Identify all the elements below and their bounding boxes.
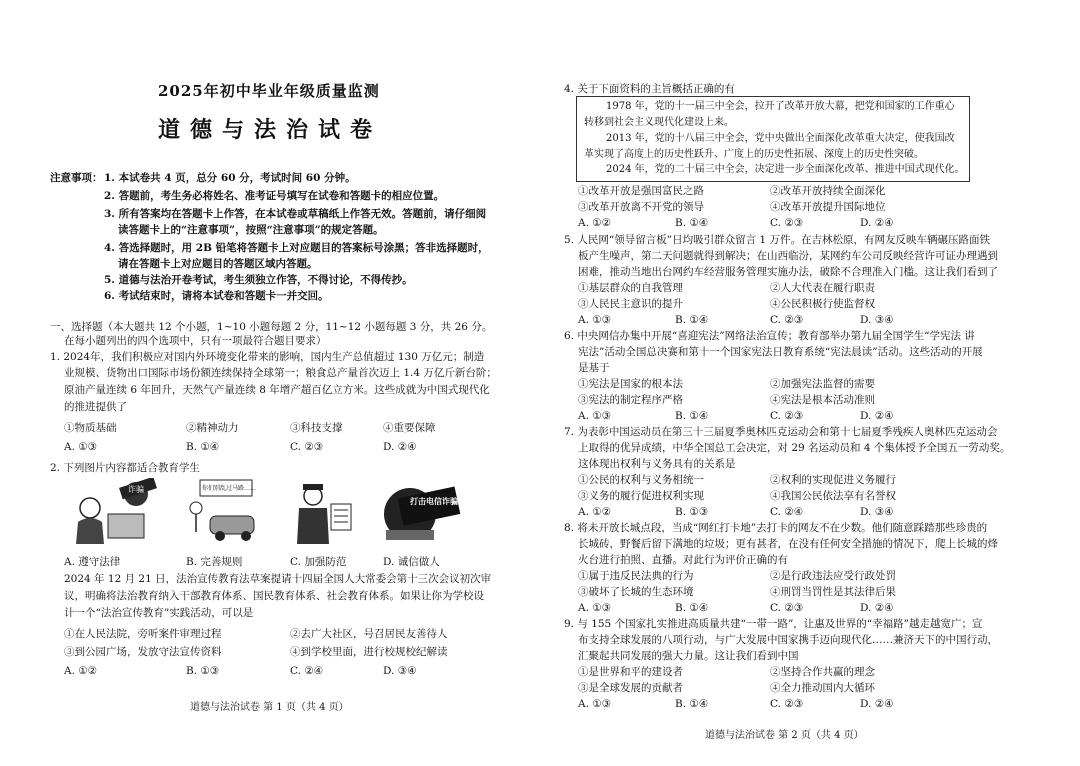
q2-caption: A. 遵守法律 bbox=[64, 556, 121, 568]
q8-line: 8. 将未开放长城点段，当成“网红打卡地”去打卡的网友不在少数。他们随意踩踏那些珍贵的 bbox=[564, 522, 988, 534]
q5-line: 5. 人民网“领导留言板”日均吸引群众留言 1 万件。在吉林松原，有网友反映车辆碾压路面铁 bbox=[564, 234, 990, 246]
page-2 bbox=[540, 0, 1080, 766]
q6-item: ④宪法是根本活动准则 bbox=[770, 394, 875, 406]
q9-item: ②坚持合作共赢的理念 bbox=[770, 666, 875, 678]
q1-item: ③科技支撑 bbox=[290, 422, 343, 434]
q9-answer: B. ①④ bbox=[675, 698, 709, 710]
q9-line: 汇聚起共同发展的强大力量。这让我们看到中国 bbox=[578, 650, 799, 662]
q7-answer: D. ③④ bbox=[860, 506, 894, 518]
q1-answer: D. ②④ bbox=[383, 441, 417, 453]
q8-answer: C. ②③ bbox=[770, 602, 804, 614]
q2-caption: D. 诚信做人 bbox=[383, 556, 440, 568]
q8-item: ②是行政违法应受行政处罚 bbox=[770, 570, 896, 582]
q9-item: ①是世界和平的建设者 bbox=[578, 666, 683, 678]
q8-item: ③破坏了长城的生态环境 bbox=[578, 586, 694, 598]
q4-stem: 4. 关于下面资料的主旨概括正确的有 bbox=[564, 83, 735, 95]
q5-answer: C. ②③ bbox=[770, 314, 804, 326]
notice-4-cont: 请在答题卡上对应题目的答题区域内答题。 bbox=[118, 258, 318, 270]
q8-item: ①属于违反民法典的行为 bbox=[578, 570, 694, 582]
q1-line: 原油产量连续 6 年回升，天然气产量连续 8 年增产超百亿立方米。这些成就为中国式现代化 bbox=[64, 384, 490, 396]
q7-item: ①公民的权利与义务相统一 bbox=[578, 474, 704, 486]
q2-caption: C. 加强防范 bbox=[290, 556, 347, 568]
q1-item: ①物质基础 bbox=[64, 422, 117, 434]
q8-answer: D. ②④ bbox=[860, 602, 894, 614]
q3-line: 计一个“法治宣传教育”实践活动，可以是 bbox=[64, 607, 254, 619]
q8-item: ④刑罚当罚性是其法律后果 bbox=[770, 586, 896, 598]
notice-5: 5. 道德与法治开卷考试，考生须独立作答，不得讨论，不得传抄。 bbox=[104, 274, 413, 286]
q2-caption: B. 完善规则 bbox=[186, 556, 243, 568]
q3-line: 2024 年 12 月 21 日，法治宣传教育法草案提请十四届全国人大常委会第十三次会议初次审 bbox=[64, 573, 492, 585]
q3-answer: B. ①③ bbox=[186, 665, 220, 677]
q3-item: ③到公园广场，发放守法宣传资料 bbox=[64, 646, 222, 658]
q4-answer: A. ①② bbox=[578, 217, 612, 229]
q6-answer: A. ①③ bbox=[578, 410, 612, 422]
notice-3: 3. 所有答案均在答题卡上作答，在本试卷或草稿纸上作答无效。答题前，请仔细阅 bbox=[104, 208, 487, 220]
q3-item: ①在人民法院，旁听案件审理过程 bbox=[64, 628, 222, 640]
cartoon-label-anti-fraud: 打击电信诈骗 bbox=[410, 497, 458, 506]
q6-answer: D. ②④ bbox=[860, 410, 894, 422]
q6-item: ②加强宪法监督的需要 bbox=[770, 378, 875, 390]
q1-item: ④重要保障 bbox=[383, 422, 436, 434]
q4-material-line: 2024 年，党的二十届三中全会，决定进一步全面深化改革、推进中国式现代化。 bbox=[606, 164, 965, 175]
q1-item: ②精神动力 bbox=[186, 422, 239, 434]
q4-item: ①改革开放是强国富民之路 bbox=[578, 185, 704, 197]
q4-material-line: 革实现了高度上的历史性跃升、广度上的历史性拓展、深度上的历史性突破。 bbox=[584, 149, 924, 160]
q7-line: 这体现出权利与义务具有的关系是 bbox=[578, 458, 736, 470]
q6-item: ③宪法的制定程序严格 bbox=[578, 394, 683, 406]
cartoon-label-crossing: 你们别乱过马路…… bbox=[202, 485, 257, 492]
q3-answer: A. ①② bbox=[64, 665, 98, 677]
q5-item: ④公民积极行使监督权 bbox=[770, 298, 875, 310]
q5-item: ②人大代表在履行职责 bbox=[770, 282, 875, 294]
q1-answer: B. ①④ bbox=[186, 441, 220, 453]
q4-material-line: 2013 年，党的十八届三中全会，党中央做出全面深化改革重大决定，使我国改 bbox=[606, 133, 955, 144]
q6-answer: B. ①④ bbox=[675, 410, 709, 422]
q4-item: ④改革开放提升国际地位 bbox=[770, 201, 886, 213]
q7-line: 7. 为表彰中国运动员在第三十三届夏季奥林匹克运动会和第十七届夏季残疾人奥林匹克运动会 bbox=[564, 426, 998, 438]
q7-answer: A. ①② bbox=[578, 506, 612, 518]
page-1-footer: 道德与法治试卷 第 1 页（共 4 页） bbox=[190, 702, 349, 713]
q6-line: 6. 中央网信办集中开展“喜迎宪法”网络法治宣传；教育部举办第九届全国学生“学宪法 讲 bbox=[564, 330, 975, 342]
q5-line: 困难，推动当地出台网约车经营服务管理实施办法，破除不合理准入门槛。这让我们看到了 bbox=[578, 266, 998, 278]
cartoon-rules-image bbox=[180, 478, 266, 546]
q8-answer: A. ①③ bbox=[578, 602, 612, 614]
q9-item: ③是全球发展的贡献者 bbox=[578, 682, 683, 694]
q6-line: 宪法”活动全国总决赛和第十一个国家宪法日教育系统“宪法晨读”活动。这些活动的开展 bbox=[578, 346, 983, 358]
q9-line: 布支持全球发展的八项行动，与广大发展中国家携手迈向现代化……兼济天下的中国行动， bbox=[578, 634, 998, 646]
q5-item: ③人民民主意识的提升 bbox=[578, 298, 683, 310]
notice-3-cont: 读答题卡上的“注意事项”，按照“注意事项”的规定答题。 bbox=[118, 224, 384, 236]
q4-answer: C. ②③ bbox=[770, 217, 804, 229]
q4-item: ③改革开放离不开党的领导 bbox=[578, 201, 704, 213]
q5-answer: B. ①④ bbox=[675, 314, 709, 326]
q8-line: 火台进行拍照、直播。对此行为评价正确的有 bbox=[578, 554, 788, 566]
q5-item: ①基层群众的自我管理 bbox=[578, 282, 683, 294]
q8-answer: B. ①④ bbox=[675, 602, 709, 614]
q6-line: 是基于 bbox=[578, 362, 610, 374]
q3-answer: C. ②④ bbox=[290, 665, 324, 677]
q7-line: 上取得的优异成绩，中华全国总工会决定，对 29 名运动员和 4 个集体授予全国五一劳动奖。 bbox=[578, 442, 1011, 454]
q1-line: 业规模、货物出口国际市场份额连续保持全球第一；粮食总产量首次迈上 1.4 万亿斤新台阶； bbox=[64, 367, 497, 379]
q7-item: ④我国公民依法享有名誉权 bbox=[770, 490, 896, 502]
cartoon-prevention-image bbox=[285, 478, 357, 546]
q1-line: 的推进提供了 bbox=[64, 401, 127, 413]
cartoon-law-image bbox=[64, 478, 160, 546]
q6-item: ①宪法是国家的根本法 bbox=[578, 378, 683, 390]
q6-answer: C. ②③ bbox=[770, 410, 804, 422]
q9-line: 9. 与 155 个国家扎实推进高质量共建“一带一路”，让惠及世界的“幸福路”越走越宽广；宣 bbox=[564, 618, 983, 630]
q7-answer: C. ②④ bbox=[770, 506, 804, 518]
exam-title: 2025年初中毕业年级质量监测 bbox=[158, 82, 380, 100]
notice-1: 1. 本试卷共 4 页，总分 60 分，考试时间 60 分钟。 bbox=[104, 172, 356, 184]
q1-answer: A. ①③ bbox=[64, 441, 98, 453]
q1-answer: C. ②③ bbox=[290, 441, 324, 453]
q9-answer: D. ②④ bbox=[860, 698, 894, 710]
q3-answer: D. ③④ bbox=[383, 665, 417, 677]
notice-2: 2. 答题前，考生务必将姓名、准考证号填写在试卷和答题卡的相应位置。 bbox=[104, 190, 445, 202]
q2-stem: 2. 下列图片内容都适合教育学生 bbox=[50, 462, 200, 474]
q3-item: ④到学校里面，进行校规校纪解读 bbox=[290, 646, 448, 658]
page-2-footer: 道德与法治试卷 第 2 页（共 4 页） bbox=[705, 730, 864, 741]
notice-label: 注意事项： bbox=[50, 172, 103, 184]
q9-answer: C. ②③ bbox=[770, 698, 804, 710]
q1-line: 1. 2024年，我们积极应对国内外环境变化带来的影响，国内生产总值超过 130 万亿元；制造 bbox=[50, 351, 485, 363]
notice-6: 6. 考试结束时，请将本试卷和答题卡一并交回。 bbox=[104, 290, 329, 302]
q3-line: 议，明确将法治教育纳入干部教育体系、国民教育体系、社会教育体系。如果让你为学校设 bbox=[64, 590, 484, 602]
section1-header: 一、选择题（本大题共 12 个小题，1~10 小题每题 2 分，11~12 小题每题 3 分，共 26 分。 bbox=[50, 321, 493, 333]
q9-answer: A. ①③ bbox=[578, 698, 612, 710]
q7-item: ③义务的履行促进权利实现 bbox=[578, 490, 704, 502]
q3-item: ②去广大社区，号召居民友善待人 bbox=[290, 628, 448, 640]
q4-material-line: 1978 年，党的十一届三中全会，拉开了改革开放大幕，把党和国家的工作重心 bbox=[606, 101, 955, 112]
q5-line: 板产生噪声，第二天问题就得到解决；在山西临汾，某网约车公司反映经营许可证办理遇到 bbox=[578, 250, 998, 262]
q4-material-line: 转移到社会主义现代化建设上来。 bbox=[584, 117, 734, 128]
q4-answer: D. ②④ bbox=[860, 217, 894, 229]
q7-answer: B. ①③ bbox=[675, 506, 709, 518]
notice-4: 4. 答选择题时，用 2B 铅笔将答题卡上对应题目的答案标号涂黑；答非选择题时， bbox=[104, 242, 489, 254]
q4-answer: B. ①④ bbox=[675, 217, 709, 229]
q5-answer: D. ③④ bbox=[860, 314, 894, 326]
q8-line: 长城砖，野餐后留下满地的垃圾；更有甚者，在没有任何安全措施的情况下，爬上长城的烽 bbox=[578, 538, 998, 550]
q7-item: ②权利的实现促进义务履行 bbox=[770, 474, 896, 486]
cartoon-label-fraud: 诈骗 bbox=[128, 485, 144, 494]
q5-answer: A. ①③ bbox=[578, 314, 612, 326]
section1-header-cont: 在每小题列出的四个选项中，只有一项最符合题目要求） bbox=[64, 335, 327, 347]
q4-item: ②改革开放持续全面深化 bbox=[770, 185, 886, 197]
cartoon-integrity-image bbox=[380, 478, 462, 546]
q9-item: ④全力推动国内大循环 bbox=[770, 682, 875, 694]
subject-title: 道德与法治试卷 bbox=[158, 117, 383, 143]
